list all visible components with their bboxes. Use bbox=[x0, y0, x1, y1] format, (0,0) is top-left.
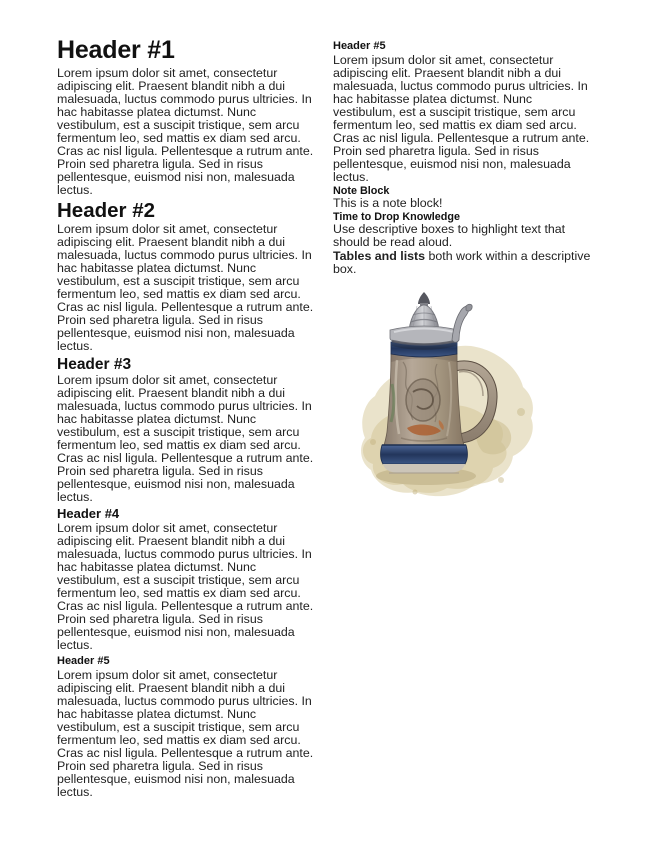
stein-lid bbox=[390, 292, 458, 345]
knowledge-block-text: Use descriptive boxes to highlight text that should be read aloud. bbox=[333, 222, 566, 249]
left-column bbox=[57, 36, 317, 800]
right-column bbox=[333, 36, 592, 502]
paragraph-under-header-1: Lorem ipsum dolor sit amet, consectetur adipiscing elit. Praesent blandit nibh a dui malesuada, luctus commodo purus ultricies. In hac habitasse platea dictumst. Nunc vestibulum, est a suscipit tristique, sem arcu fermentum leo, sed mattis ex diam sed arcu. Cras ac nisl ligula. Pellentesque a rutrum ante. Proin sed pharetra ligula. Sed in risus pellentesque, euismod nisi non, malesuada lectus. bbox=[57, 66, 314, 197]
paragraph-under-header-5-left: Lorem ipsum dolor sit amet, consectetur adipiscing elit. Praesent blandit nibh a dui malesuada, luctus commodo purus ultricies. In hac habitasse platea dictumst. Nunc vestibulum, est a suscipit tristique, sem arcu fermentum leo, sed mattis ex diam sed arcu. Cras ac nisl ligula. Pellentesque a rutrum ante. Proin sed pharetra ligula. Sed in risus pellentesque, euismod nisi non, malesuada lectus. bbox=[57, 668, 314, 799]
beer-stein-watercolor-icon bbox=[351, 292, 546, 502]
tables-note-rest: both work within a descriptive box. bbox=[333, 249, 591, 276]
header-5-left: Header #5 bbox=[57, 655, 110, 667]
header-5-right: Header #5 bbox=[333, 40, 386, 52]
note-block-title: Note Block bbox=[333, 185, 390, 197]
header-2: Header #2 bbox=[57, 199, 156, 222]
paragraph-under-header-4: Lorem ipsum dolor sit amet, consectetur adipiscing elit. Praesent blandit nibh a dui malesuada, luctus commodo purus ultricies. In hac habitasse platea dictumst. Nunc vestibulum, est a suscipit tristique, sem arcu fermentum leo, sed mattis ex diam sed arcu. Cras ac nisl ligula. Pellentesque a rutrum ante. Proin sed pharetra ligula. Sed in risus pellentesque, euismod nisi non, malesuada lectus. bbox=[57, 521, 314, 652]
beer-stein-illustration bbox=[351, 292, 546, 502]
paragraph-under-header-2: Lorem ipsum dolor sit amet, consectetur adipiscing elit. Praesent blandit nibh a dui malesuada, luctus commodo purus ultricies. In hac habitasse platea dictumst. Nunc vestibulum, est a suscipit tristique, sem arcu fermentum leo, sed mattis ex diam sed arcu. Cras ac nisl ligula. Pellentesque a rutrum ante. Proin sed pharetra ligula. Sed in risus pellentesque, euismod nisi non, malesuada lectus. bbox=[57, 222, 314, 353]
header-3: Header #3 bbox=[57, 356, 132, 373]
header-1: Header #1 bbox=[57, 36, 175, 64]
note-block-text: This is a note block! bbox=[333, 196, 443, 210]
knowledge-block-title: Time to Drop Knowledge bbox=[333, 211, 460, 223]
tables-note-bold-lead: Tables and lists bbox=[333, 249, 426, 263]
stein-thumb-lever bbox=[452, 304, 472, 342]
paragraph-under-header-5-right: Lorem ipsum dolor sit amet, consectetur adipiscing elit. Praesent blandit nibh a dui malesuada, luctus commodo purus ultricies. In hac habitasse platea dictumst. Nunc vestibulum, est a suscipit tristique, sem arcu fermentum leo, sed mattis ex diam sed arcu. Cras ac nisl ligula. Pellentesque a rutrum ante. Proin sed pharetra ligula. Sed in risus pellentesque, euismod nisi non, malesuada lectus. bbox=[333, 53, 590, 184]
stein-body bbox=[384, 354, 464, 445]
tables-note-text bbox=[333, 250, 592, 276]
stein-base bbox=[381, 445, 468, 473]
header-4: Header #4 bbox=[57, 506, 120, 521]
paragraph-under-header-3: Lorem ipsum dolor sit amet, consectetur adipiscing elit. Praesent blandit nibh a dui malesuada, luctus commodo purus ultricies. In hac habitasse platea dictumst. Nunc vestibulum, est a suscipit tristique, sem arcu fermentum leo, sed mattis ex diam sed arcu. Cras ac nisl ligula. Pellentesque a rutrum ante. Proin sed pharetra ligula. Sed in risus pellentesque, euismod nisi non, malesuada lectus. bbox=[57, 373, 314, 504]
